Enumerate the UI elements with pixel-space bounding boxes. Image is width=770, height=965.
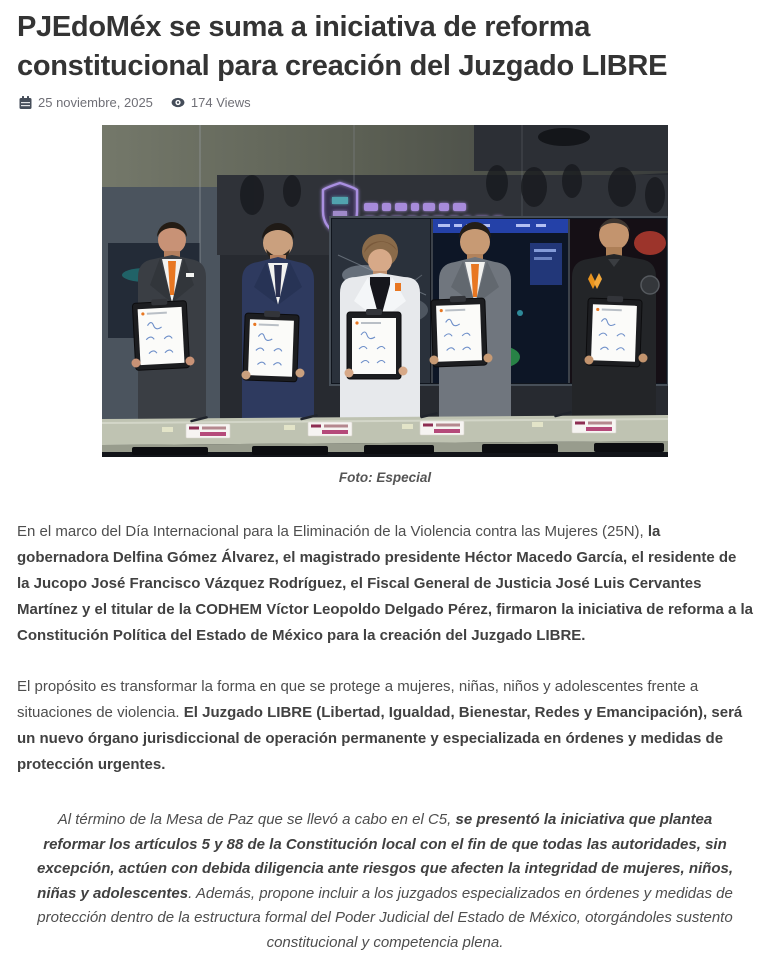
paragraph-2-lead: El propósito es transformar la forma en que se protege a mujeres, niñas, niños y adolescentes frente a situaciones de violencia. <box>17 678 699 722</box>
paragraph-2 <box>17 674 753 778</box>
paragraph-2-bold: El Juzgado LIBRE (Libertad, Igualdad, Bienestar, Redes y Emancipación), será un nuevo órgano jurisdiccional de operación permanente y especializada en órdenes y medidas de protección urgentes. <box>17 704 743 774</box>
photo-caption: Foto: Especial <box>338 470 432 486</box>
paragraph-1-lead: En el marco del Día Internacional para la Eliminación de la Violencia contra las Mujeres (25N), <box>17 523 648 541</box>
article-body <box>17 519 753 955</box>
paragraph-1-bold: la gobernadora Delfina Gómez Álvarez, el magistrado presidente Héctor Macedo García, el residente de la Jucopo José Francisco Vázquez Rodríguez, el Fiscal General de Justicia José Luis Cervantes Martínez y el titular de la CODHEM Víctor Leopoldo Delgado Pérez, firmaron la iniciativa de reforma a la Constitución Política del Estado de México para la creación del Juzgado LIBRE. <box>17 523 754 645</box>
article-title: PJEdoMéx se suma a iniciativa de reforma constitucional para creación del Juzgado LIBRE <box>17 11 668 82</box>
meta-date-label: 25 noviembre, 2025 <box>38 95 153 111</box>
calendar-icon <box>19 96 32 109</box>
article-photo-illustration <box>102 125 668 457</box>
meta-views <box>171 95 251 110</box>
paragraph-3-quote <box>25 808 745 955</box>
paragraph-3-tail: . Además, propone incluir a los juzgados especializados en órdenes y medidas de protección dentro de la estructura formal del Poder Judicial del Estado de México, otorgándoles sustento constitucional y competencia plena. <box>37 884 733 951</box>
article-figure <box>17 125 753 485</box>
paragraph-1 <box>17 519 753 649</box>
meta-date <box>19 95 153 110</box>
paragraph-3-lead: Al término de la Mesa de Paz que se llevó a cabo en el C5, <box>57 811 456 829</box>
meta-views-label: 174 Views <box>190 95 251 111</box>
paragraph-3-bold: se presentó la iniciativa que plantea reformar los artículos 5 y 88 de la Constitución local con el fin de que todas las autoridades, sin excepción, actúen con debida diligencia ante riesgos que afecten la integridad de mujeres, niños, niñas y adolescentes <box>36 811 734 902</box>
eye-icon <box>171 97 185 108</box>
article-meta <box>19 95 753 110</box>
article-photo <box>102 125 668 457</box>
